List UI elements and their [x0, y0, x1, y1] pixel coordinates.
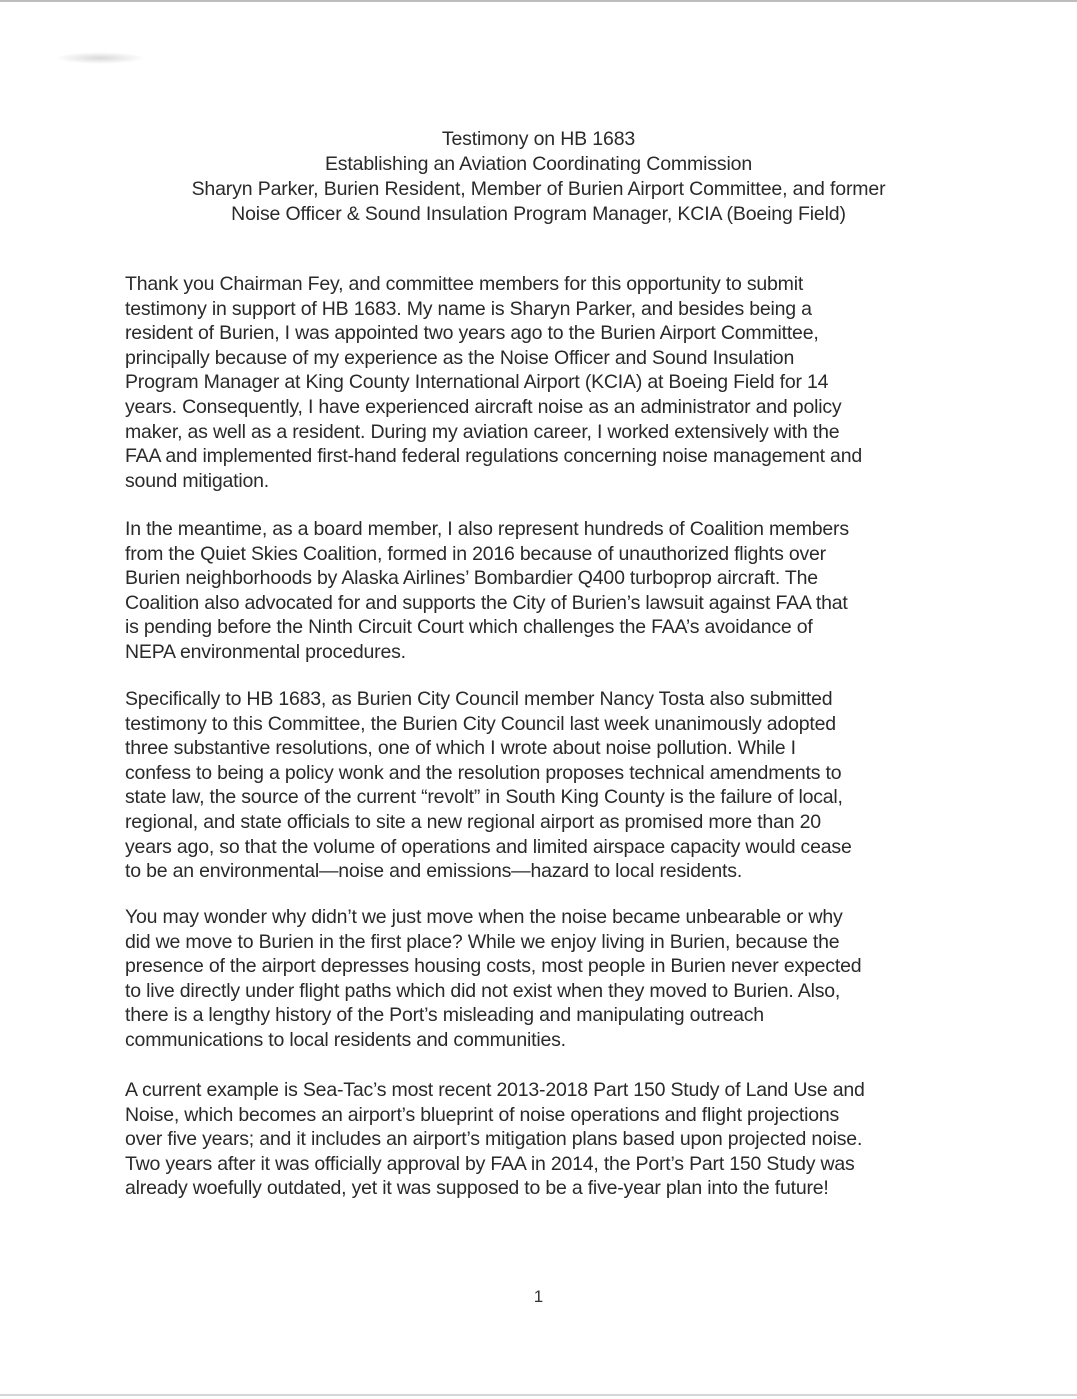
text-line: is pending before the Ninth Circuit Court which challenges the FAA’s avoidance of	[125, 616, 813, 639]
scan-artifact	[55, 52, 145, 64]
text-line: resident of Burien, I was appointed two years ago to the Burien Airport Committee,	[125, 322, 819, 345]
text-line: presence of the airport depresses housing costs, most people in Burien never expected	[125, 955, 862, 978]
text-line: Coalition also advocated for and supports the City of Burien’s lawsuit against FAA that	[125, 591, 848, 614]
paragraph-residents	[125, 905, 965, 1053]
page-number: 1	[533, 1287, 544, 1306]
paragraph-coalition	[125, 517, 965, 665]
text-line: You may wonder why didn’t we just move when the noise became unbearable or why	[125, 906, 843, 928]
text-line: three substantive resolutions, one of which I wrote about noise pollution. While I	[125, 737, 796, 760]
text-line: from the Quiet Skies Coalition, formed in 2016 because of unauthorized flights over	[125, 542, 826, 565]
text-line: maker, as well as a resident. During my aviation career, I worked extensively with the	[125, 420, 840, 443]
header-author-line-1: Sharyn Parker, Burien Resident, Member of Burien Airport Committee, and former	[191, 178, 886, 200]
text-line: there is a lengthy history of the Port’s misleading and manipulating outreach	[125, 1004, 764, 1027]
paragraph-resolutions	[125, 687, 965, 884]
text-line: Two years after it was officially approval by FAA in 2014, the Port’s Part 150 Study was	[125, 1152, 855, 1175]
text-line: did we move to Burien in the first place? While we enjoy living in Burien, because the	[125, 930, 840, 953]
text-line: NEPA environmental procedures.	[125, 640, 406, 663]
text-line: communications to local residents and communities.	[125, 1028, 566, 1051]
header-title: Testimony on HB 1683	[441, 128, 636, 150]
text-line: to be an environmental—noise and emissions—hazard to local residents.	[125, 860, 743, 883]
text-line: confess to being a policy wonk and the resolution proposes technical amendments to	[125, 761, 842, 784]
text-line: Thank you Chairman Fey, and committee members for this opportunity to submit	[125, 273, 804, 295]
paragraph-part-150-study	[125, 1078, 965, 1201]
text-line: Specifically to HB 1683, as Burien City Council member Nancy Tosta also submitted	[125, 688, 833, 710]
text-line: over five years; and it includes an airport’s mitigation plans based upon projected noise.	[125, 1128, 863, 1151]
scan-top-edge	[0, 0, 1077, 2]
paragraph-introduction	[125, 272, 965, 493]
header-author-line-2: Noise Officer & Sound Insulation Program Manager, KCIA (Boeing Field)	[231, 203, 846, 225]
text-line: years. Consequently, I have experienced aircraft noise as an administrator and policy	[125, 395, 842, 418]
text-line: testimony in support of HB 1683. My name is Sharyn Parker, and besides being a	[125, 297, 812, 320]
text-line: Burien neighborhoods by Alaska Airlines’ Bombardier Q400 turboprop aircraft. The	[125, 567, 818, 590]
scan-bottom-edge	[0, 1394, 1077, 1396]
text-line: A current example is Sea-Tac’s most recent 2013-2018 Part 150 Study of Land Use and	[125, 1079, 865, 1101]
document-header	[0, 127, 1077, 227]
header-subtitle: Establishing an Aviation Coordinating Commission	[324, 153, 753, 175]
text-line: FAA and implemented first-hand federal regulations concerning noise management and	[125, 445, 862, 468]
text-line: sound mitigation.	[125, 469, 270, 492]
text-line: Noise, which becomes an airport’s blueprint of noise operations and flight projections	[125, 1103, 840, 1126]
text-line: years ago, so that the volume of operations and limited airspace capacity would cease	[125, 835, 852, 858]
text-line: state law, the source of the current “revolt” in South King County is the failure of local,	[125, 786, 843, 809]
text-line: In the meantime, as a board member, I also represent hundreds of Coalition members	[125, 518, 849, 540]
text-line: Program Manager at King County International Airport (KCIA) at Boeing Field for 14	[125, 371, 829, 394]
text-line: already woefully outdated, yet it was supposed to be a five-year plan into the future!	[125, 1177, 829, 1200]
text-line: regional, and state officials to site a new regional airport as promised more than 20	[125, 810, 821, 833]
text-line: to live directly under flight paths which did not exist when they moved to Burien. Also,	[125, 979, 841, 1002]
text-line: testimony to this Committee, the Burien City Council last week unanimously adopted	[125, 712, 836, 735]
text-line: principally because of my experience as the Noise Officer and Sound Insulation	[125, 346, 795, 369]
